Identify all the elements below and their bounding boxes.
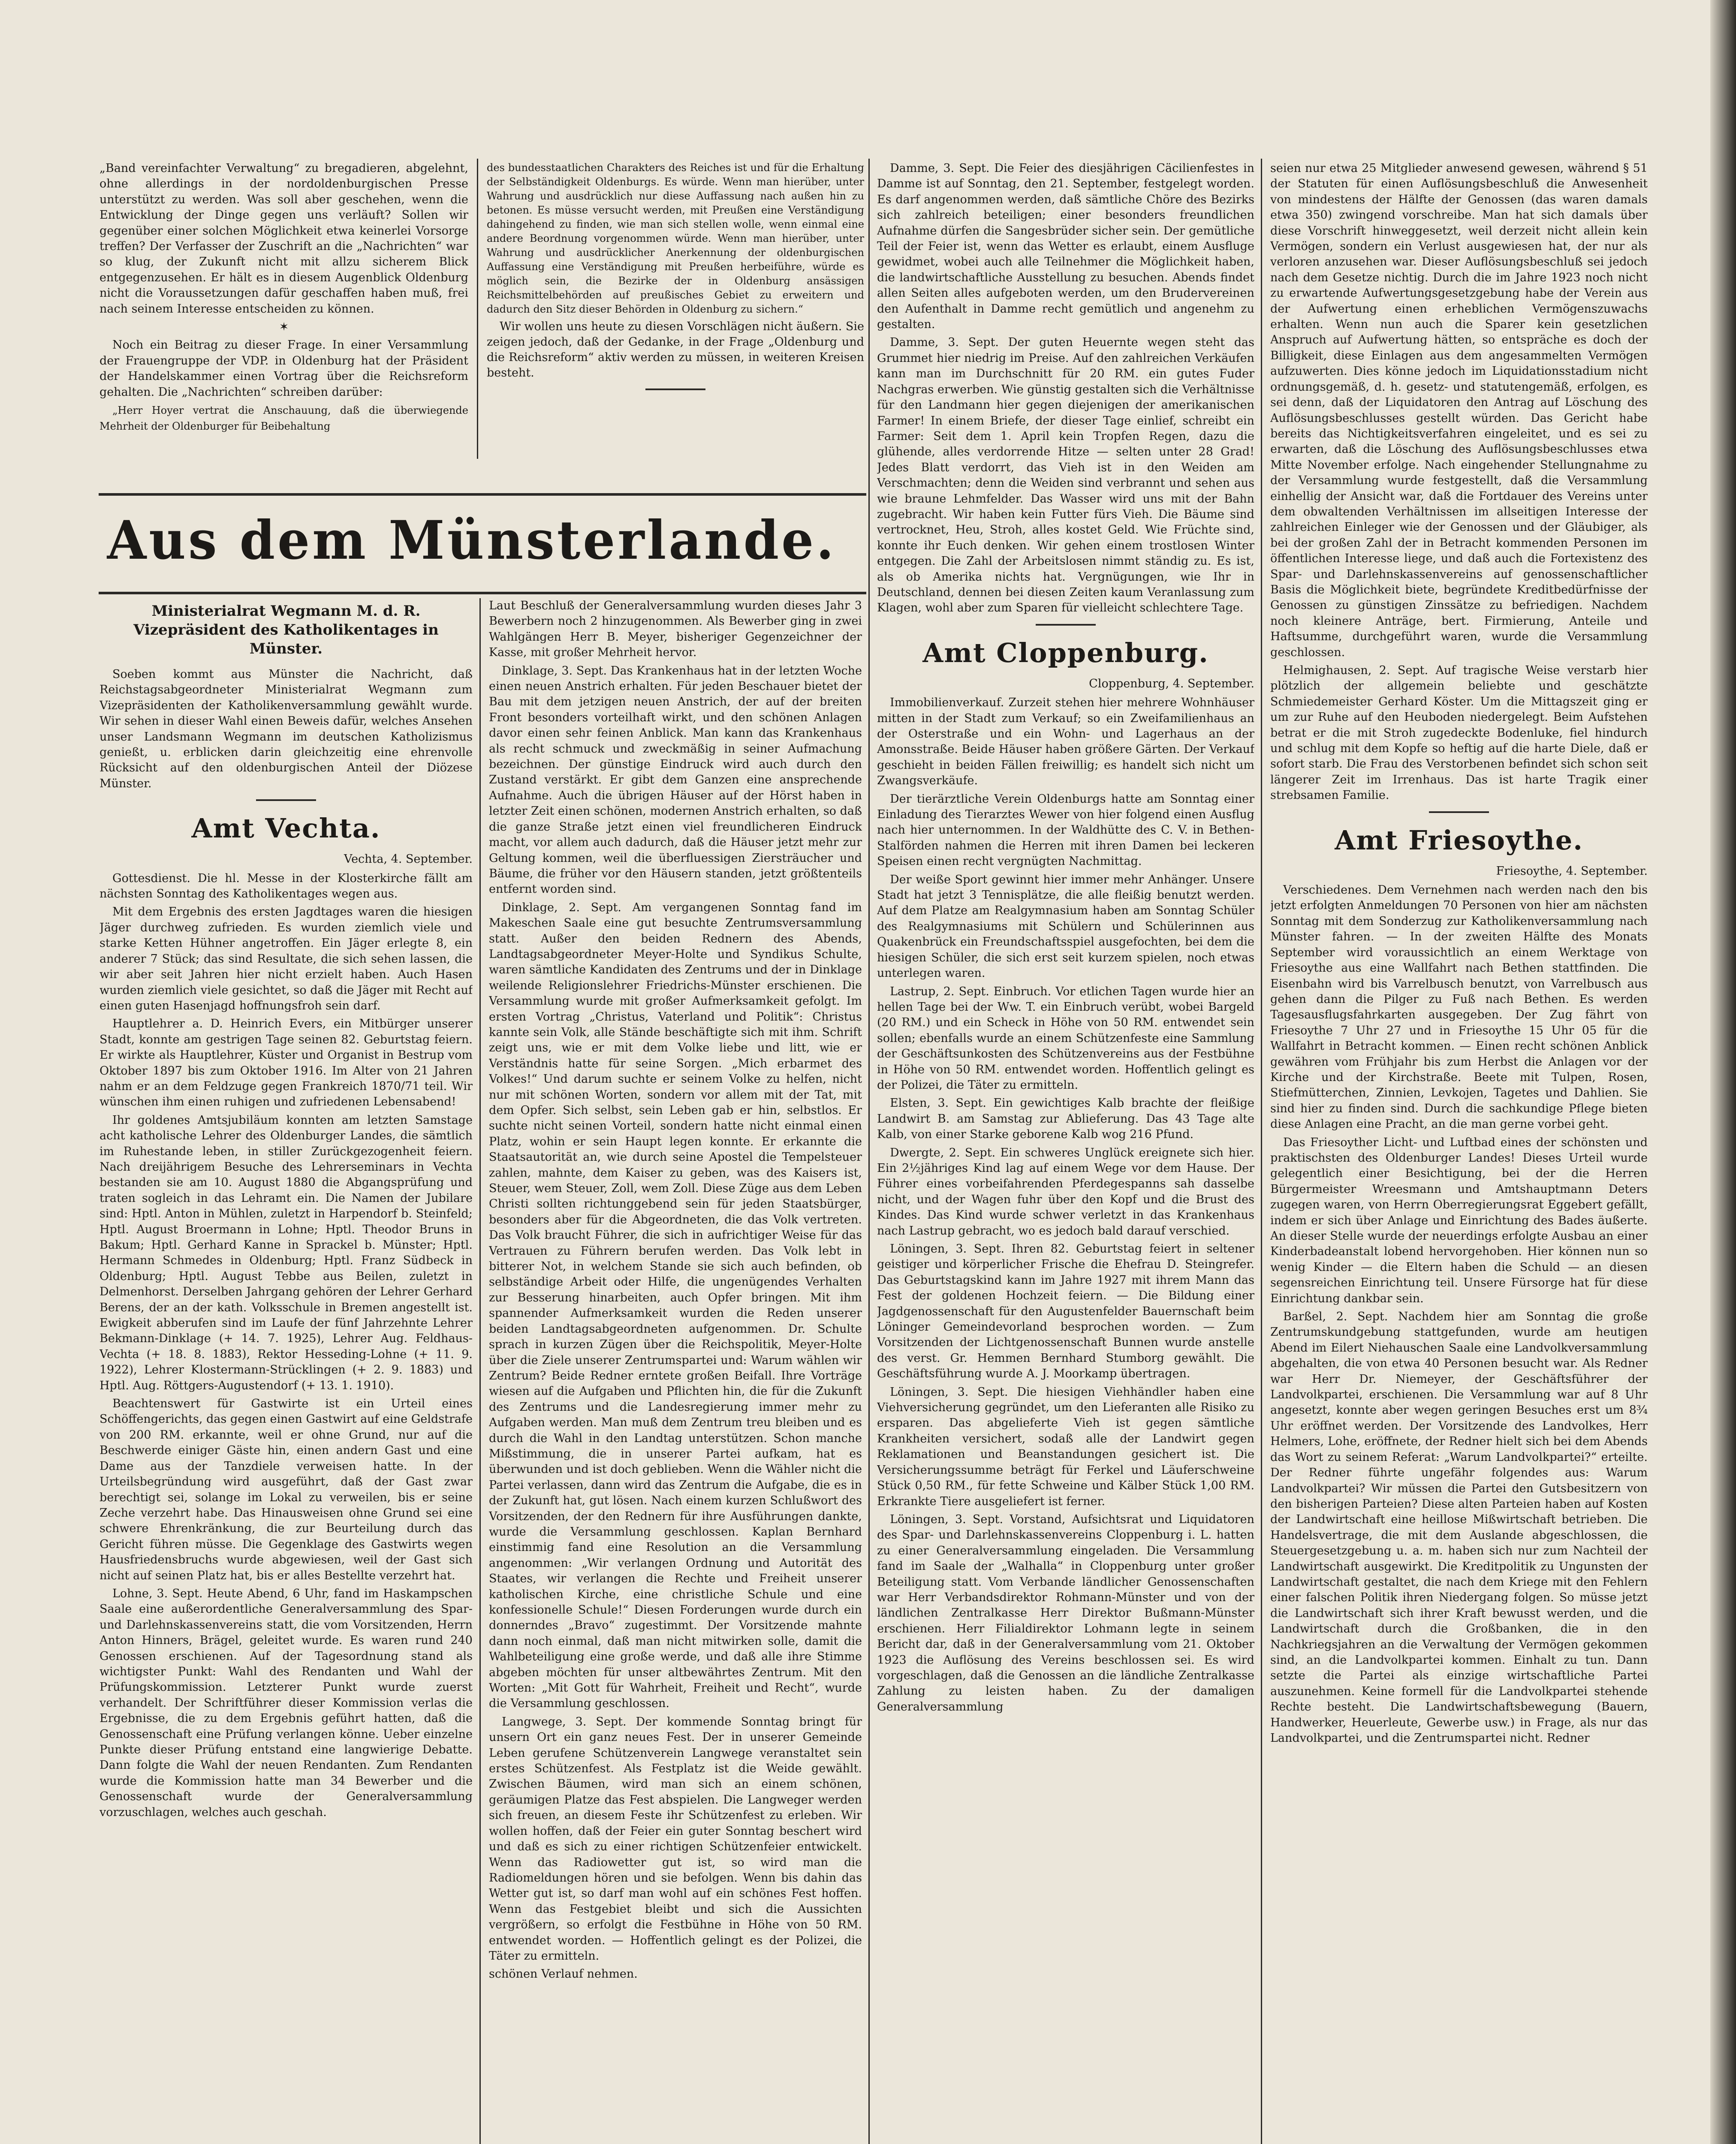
paragraph: Löningen, 3. Sept. Vorstand, Aufsichtsrat und Liquidatoren des Spar- und Darlehnskassenvereins Cloppenburg i. L. hatten zu einer Generalversammlung eingeladen. Die Versammlung fand im Saale der „Walhalla“ in Cloppenburg unter großer Beteiligung statt. Vom Verbande ländlicher Genossenschaften war Herr Verbandsdirektor Rohmann-Münster und von der ländlichen Zentralkasse Herr Direktor Bußmann-Münster erschienen. Herr Filialdirektor Lohmann legte in seinem Bericht dar, daß in der Generalversammlung vom 21. Oktober 1923 die Auflösung des Vereins beschlossen sei. Es wird vorgeschlagen, daß die Genossen an die ländliche Zentralkasse Zahlung zu leisten haben. Zu der damaligen Generalversammlung bbox=[877, 1512, 1254, 1713]
column-3 bbox=[877, 161, 1254, 2144]
district-heading: Amt Vechta. bbox=[191, 813, 381, 844]
section-rule bbox=[1429, 811, 1489, 813]
column-2 bbox=[489, 598, 862, 2144]
section-masthead: Aus dem Münsterlande. bbox=[107, 509, 837, 572]
top-left-column bbox=[99, 161, 468, 444]
paragraph: seien nur etwa 25 Mitglieder anwesend gewesen, während § 51 der Statuten für einen Auflösungsbeschluß die Anwesenheit von mindestens der Hälfte der Genossen (das waren damals etwa 350) zwingend vorschreibe. Man hat sich damals über diese Vorschrift hinweggesetzt, weil derzeit nicht allein kein Vermögen, sondern ein Verlust ausgewiesen hat, der nur als verloren anzusehen war. Dieser Auflösungsbeschluß sei jedoch nach dem Gesetze nichtig. Durch die im Jahre 1923 noch nicht zu erwartende Aufwertungsgesetzgebung habe der Verein aus der Aufwertung einen erheblichen Vermögenszuwachs erhalten. Wenn nun auch die Sparer kein gesetzlichen Anspruch auf Aufwertung hätten, so entspräche es doch der Billigkeit, diese Einlagen aus dem angesammelten Vermögen aufzuwerten. Dies könne jedoch im Liquidationsstadium nicht ordnungsgemäß, d. h. gesetz- und statutengemäß, erfolgen, es sei denn, daß der Liquidatoren den Antrag auf Löschung des Auflösungsbeschlusses gestellt würden. Das Gericht habe bereits das Nichtigkeitsverfahren eingeleitet, und es sei zu erwarten, daß die Löschung des Auflösungsbeschlusses etwa Mitte November erfolge. Nach eingehender Stellungnahme zu der Versammlung wurde festgestellt, daß die Versammlung einhellig der Ansicht war, daß die Fortdauer des Vereins unter dem obwaltenden Verhältnissen im allseitigen Interesse der zahlreichen Einleger wie der Genossen und der Gläubiger, als bei der großen Zahl der in Betracht kommenden Personen im öffentlichen Interesse liege, und daß auch die Fortexistenz des Spar- und Darlehnskassenvereins auf genossenschaftlicher Basis die Möglichkeit biete, begründete Kreditbedürfnisse der Genossen zu günstigen Zinssätze zu befriedigen. Nachdem noch kleinere Anträge, bert. Firmierung, Anteile und Haftsumme, durchgeführt waren, wurde die Versammlung geschlossen. bbox=[1270, 162, 1648, 659]
paragraph: Damme, 3. Sept. Der guten Heuernte wegen steht das Grummet hier niedrig im Preise. Auf den zahlreichen Verkäufen kann man im Durchschnitt für 20 RM. ein gutes Fuder Nachgras erwerben. Wie günstig gestalten sich die Verhältnisse für den Landmann hier gegen diejenigen der amerikanischen Farmer! In einem Briefe, der dieser Tage einlief, schreibt ein Farmer: Seit dem 1. April kein Tropfen Regen, dazu die glühende, alles verdorrende Hitze — selten unter 28 Grad! Jedes Blatt verdorrt, das Vieh ist in den Weiden am Verschmachten; denn die Weiden sind verbrannt und sehen aus wie braune Lehmfelder. Das Wasser wird uns mit der Bahn zugebracht. Wir haben kein Futter fürs Vieh. Die Bäume sind vertrocknet, Heu, Stroh, alles kostet Geld. Wie Früchte sind, konnte ihr Euch denken. Wir gehen einem trostlosen Winter entgegen. Die Zahl der Arbeitslosen nimmt ständig zu. Es ist, als ob Amerika nichts hat. Vergnügungen, wie Ihr in Deutschland, dennen bei diesen Zeiten kaum Veranlassung zum Klagen, wohl aber zum Sparen für vielleicht schlechtere Tage. bbox=[877, 336, 1254, 615]
paragraph: Löningen, 3. Sept. Die hiesigen Viehhändler haben eine Viehversicherung gegründet, um den Lieferanten alle Risiko zu ersparen. Das abgelieferte Vieh ist gegen sämtliche Krankheiten versichert, sodaß alle der Landwirt gegen Reklamationen und Beanstandungen gesichert ist. Die Versicherungssumme beträgt für Ferkel und Läuferschweine Stück 0,50 RM., für fette Schweine und Kälber Stück 1,00 RM. Erkrankte Tiere ausgeliefert ist ferner. bbox=[877, 1385, 1254, 1508]
district-heading: Amt Friesoythe. bbox=[1335, 824, 1583, 856]
paragraph: Lastrup, 2. Sept. Einbruch. Vor etlichen Tagen wurde hier an hellen Tage bei der Ww. T. ein Einbruch verübt, wobei Bargeld (20 RM.) und ein Scheck in Höhe von 50 RM. entwendet sein sollen; ebenfalls wurde an einem Schützenfeste eine Sammlung der Geschäftsunkosten des Schützenvereins aus der Festbühne in Höhe von 50 RM. entwendet worden. Hoffentlich gelingt es der Polizei, die Täter zu ermitteln. bbox=[877, 985, 1254, 1092]
masthead-bottom-rule bbox=[99, 592, 866, 594]
column-rule bbox=[477, 159, 478, 459]
masthead-top-rule bbox=[99, 493, 866, 496]
headline: Ministerialrat Wegmann M. d. R. Vizepräsident des Katholikentages in Münster. bbox=[133, 602, 439, 657]
paragraph: Mit dem Ergebnis des ersten Jagdtages waren die hiesigen Jäger durchweg zufrieden. Es wurden ziemlich viele und starke Ketten Hühner angetroffen. Ein Jäger erlegte 8, ein anderer 7 Stück; das sind Resultate, die sich sehen lassen, die wir aber seit Jahren hier nicht erzielt haben. Auch Hasen wurden ziemlich viele gesichtet, so daß die Jäger mit Recht auf einen guten Hasenjagd hoffnungsfroh sein darf. bbox=[99, 905, 473, 1012]
column-4 bbox=[1270, 161, 1648, 2144]
paragraph: Barßel, 2. Sept. Nachdem hier am Sonntag die große Zentrumskundgebung stattgefunden, wurde am heutigen Abend im Eilert Niehauschen Saale eine Landvolkversammlung abgehalten, die von etwa 40 Personen besucht war. Als Redner war Herr Dr. Niemeyer, der Geschäftsführer der Landvolkpartei, erschienen. Die Versammlung war auf 8 Uhr angesetzt, konnte aber wegen geringen Besuches erst um 8¾ Uhr eröffnet werden. Der Vorsitzende des Landvolkes, Herr Helmers, Lohe, eröffnete, der Redner hielt sich bei dem Abends das Wort zu seinem Referat: „Warum Landvolkpartei?“ erteilte. Der Redner führte ungefähr folgendes aus: Warum Landvolkpartei? Wir müssen die Partei den Gutsbesitzern von den bisherigen Parteien? Diese alten Parteien haben auf Kosten der Landwirtschaft eine heillose Mißwirtschaft betrieben. Die Handelsvertrage, die mit dem Auslande abgeschlossen, die Steuergesetzgebung u. a. m. haben sich nur zum Nachteil der Landwirtschaft ausgewirkt. Die Kreditpolitik zu Ungunsten der Landwirtschaft gestaltet, die nach dem Kriege mit den Fehlern einer falschen Politik ihren Niedergang folgen. So müsse jetzt die Landwirtschaft sich ihrer Kraft bewusst werden, und die Landwirtschaft durch die Großbanken, die in den Nachkriegsjahren an die Verwaltung der Vermögen gekommen sind, an die Landvolkpartei kommen. Einhalt zu tun. Dann setzte die Partei als einzige wirtschaftliche Partei auszunehmen. Keine formell für die Landvolkpartei stehende Rechte besteht. Die Landwirtschaftsbewegung (Bauern, Handwerker, Heuerleute, Gewerbe usw.) in Frage, als nur das Landvolkpartei, und die Zentrumspartei nicht. Redner bbox=[1270, 1310, 1648, 1745]
paragraph: Hauptlehrer a. D. Heinrich Evers, ein Mitbürger unserer Stadt, konnte am gestrigen Tage seinen 82. Geburtstag feiern. Er wirkte als Hauptlehrer, Küster und Organist in Bestrup vom Oktober 1897 bis zum Oktober 1916. Im Alter von 21 Jahren nahm er an dem Feldzuge gegen Frankreich 1870/71 teil. Wir wünschen ihm einen ruhigen und zufriedenen Lebensabend! bbox=[99, 1017, 473, 1109]
dateline: Cloppenburg, 4. September. bbox=[1089, 677, 1254, 690]
paragraph: Damme, 3. Sept. Die Feier des diesjährigen Cäcilienfestes in Damme ist auf Sonntag, den 21. September, festgelegt worden. Es darf angenommen werden, daß sämtliche Chöre des Bezirks sich zahlreich beteiligen; einer besonders freundlichen Aufnahme dürfen die Sangesbrüder sicher sein. Der gemütliche Teil der Feier ist, wenn das Wetter es erlaubt, einem Ausfluge gewidmet, wobei auch alle Teilnehmer die Möglichkeit haben, die landwirtschaftliche Ausstellung zu besuchen. Abends findet allen Seiten alles aufgeboten werden, um den Brudervereinen den Aufenthalt in Damme recht gemütlich und angenehm zu gestalten. bbox=[877, 162, 1254, 331]
paragraph: Dinklage, 3. Sept. Das Krankenhaus hat in der letzten Woche einen neuen Anstrich erhalten. Für jeden Beschauer bietet der Bau mit dem jetzigen neuen Anstrich, der auf der breiten Front besonders vorteilhaft wirkt, und den schönen Anlagen davor einen sehr feinen Anblick. Man kann das Krankenhaus als recht schmuck und zweckmäßig in seiner Aufmachung bezeichnen. Der günstige Eindruck wird auch durch den Zustand verstärkt. Er gibt dem Ganzen eine ansprechende Aufnahme. Auch die übrigen Häuser auf der Hörst haben in letzter Zeit einen schönen, modernen Anstrich erhalten, so daß die ganze Straße jetzt einen viel freundlicheren Eindruck macht, vor allem auch dadurch, daß die Häuser jetzt mehr zur Geltung kommen, weil die überfluessigen Ziersträucher und Bäume, die früher vor den Häusern standen, jetzt größtenteils entfernt worden sind. bbox=[489, 664, 862, 896]
paragraph: Der tierärztliche Verein Oldenburgs hatte am Sonntag einer Einladung des Tierarztes Wewer von hier folgend einen Ausflug nach hier unternommen. In der Waldhütte des C. V. in Bethen-Stalförden nahmen die Herren mit ihren Damen bei leckeren Speisen einen recht vergnügten Nachmittag. bbox=[877, 792, 1254, 868]
paragraph: Noch ein Beitrag zu dieser Frage. In einer Versammlung der Frauengruppe der VDP. in Oldenburg hat der Präsident der Handelskammer einen Vortrag über die Reichsreform gehalten. Die „Nachrichten“ schreiben darüber: bbox=[99, 338, 468, 399]
paragraph: „Herr Hoyer vertrat die Anschauung, daß die überwiegende Mehrheit der Oldenburger für Beibehaltung bbox=[99, 404, 468, 432]
paragraph: Der weiße Sport gewinnt hier immer mehr Anhänger. Unsere Stadt hat jetzt 3 Tennisplätze, die alle fleißig benutzt werden. Auf dem Platze am Realgymnasium haben am Sonntag Schüler des Realgymnasiums mit Schülern und Schülerinnen aus Quakenbrück ein Freundschaftsspiel ausgefochten, bei dem die hiesigen Schüler, die sich erst seit kurzem spielen, noch etwas unterlegen waren. bbox=[877, 873, 1254, 980]
paragraph: Löningen, 3. Sept. Ihren 82. Geburtstag feiert in seltener geistiger und körperlicher Frische die Ehefrau D. Steingrefer. Das Geburtstagskind kann im Jahre 1927 mit ihrem Mann das Fest der goldenen Hochzeit feiern. — Die Bildung einer Jagdgenossenschaft für den Augustenfelder Bauernschaft beim Löninger Gemeindevorland besprochen worden. — Zum Vorsitzenden der Lichtgenossenschaft Bunnen wurde anstelle des verst. Gr. Hemmen Bernhard Stumborg gewählt. Die Geschäftsführung wurde A. J. Moorkamp übertragen. bbox=[877, 1242, 1254, 1381]
paragraph: Immobilienverkauf. Zurzeit stehen hier mehrere Wohnhäuser mitten in der Stadt zum Verkauf; so ein Zweifamilienhaus an der Osterstraße und ein Wohn- und Lagerhaus an der Amonsstraße. Beide Häuser haben größere Gärten. Der Verkauf geschieht in beiden Fällen freiwillig; es handelt sich nicht um Zwangsverkäufe. bbox=[877, 696, 1254, 788]
top-middle-column bbox=[487, 161, 864, 470]
paragraph: Lohne, 3. Sept. Heute Abend, 6 Uhr, fand im Haskampschen Saale eine außerordentliche Generalversammlung des Spar- und Darlehnskassenvereins statt, die vom Vorsitzenden, Herrn Anton Hinners, Brägel, geleitet wurde. Es waren rund 240 Genossen erschienen. Auf der Tagesordnung stand als wichtigster Punkt: Wahl des Rendanten und Wahl der Prüfungskommission. Letzterer Punkt wurde zuerst verhandelt. Der Schriftführer dieser Kommission verlas die Ergebnisse, die zu dem Ergebnis geführt hatten, daß die Genossenschaft eine Prüfung verlangen könne. Ueber einzelne Punkte dieser Prüfung entstand eine langwierige Debatte. Dann folgte die Wahl der neuen Rendanten. Zum Rendanten wurde die Kommission hatte man 34 Bewerber und die Genossenschaft wurde der Generalversammlung vorzuschlagen, welches auch geschah. bbox=[99, 1587, 473, 1819]
section-rule bbox=[1036, 624, 1096, 626]
paragraph: Das Friesoyther Licht- und Luftbad eines der schönsten und praktischsten des Oldenburger Landes! Dieses Urteil wurde gelegentlich einer Besichtigung, bei der die Herren Bürgermeister Wreesmann und Amtshauptmann Deters zugegen waren, von Herrn Oberregierungsrat Eggebert gefällt, indem er sich über Anlage und Einrichtung des Bades äußerte. An dieser Stelle wurde der neuerdings erfolgte Ausbau an einer Kinderbadeanstalt lobend hervorgehoben. Hier können nun so wenig Kinder — die Eltern haben die Schuld — an diesen segensreichen Einrichtung teil. Unsere Fürsorge hat für diese Einrichtung dankbar sein. bbox=[1270, 1135, 1648, 1305]
section-rule bbox=[256, 799, 316, 801]
paragraph: Elsten, 3. Sept. Ein gewichtiges Kalb brachte der fleißige Landwirt B. am Samstag zur Ablieferung. Das 43 Tage alte Kalb, von einer Starke geborene Kalb wog 216 Pfund. bbox=[877, 1096, 1254, 1141]
paragraph: Wir wollen uns heute zu diesen Vorschlägen nicht äußern. Sie zeigen jedoch, daß der Gedanke, in der Frage „Oldenburg und die Reichsreform“ aktiv werden zu müssen, in weiteren Kreisen besteht. bbox=[487, 320, 864, 379]
dateline: Vechta, 4. September. bbox=[344, 852, 473, 866]
paragraph: Verschiedenes. Dem Vernehmen nach werden nach den bis jetzt erfolgten Anmeldungen 70 Personen von hier am nächsten Sonntag mit dem Sonderzug zur Katholikenversammlung nach Münster fahren. — In der zweiten Hälfte des Monats September wird voraussichtlich an einem Werktage von Friesoythe aus eine Wallfahrt nach Bethen stattfinden. Die Eisenbahn wird bis Varrelbusch benutzt, von Varrelbusch aus gehen dann die Pilger zu Fuß nach Bethen. Es werden Tagesausflugsfahrkarten ausgegeben. Der Zug fährt von Friesoythe 7 Uhr 27 und in Friesoythe 15 Uhr 05 für die Wallfahrt in Betracht kommen. — Einen recht schönen Anblick gewähren vom Frühjahr bis zum Herbst die Anlagen vor der Kirche und der Kirchstraße. Beete mit Tulpen, Rosen, Stiefmütterchen, Zinnien, Levkojen, Tagetes und Dahlien. Sie sind hier zu finden sind. Durch die sachkundige Pflege bieten diese Anlagen eine Pracht, an die man gerne vorbei geht. bbox=[1270, 883, 1648, 1131]
paragraph: des bundesstaatlichen Charakters des Reiches ist und für die Erhaltung der Selbständigkeit Oldenburgs. Es würde. Wenn man hierüber, unter Wahrung und ausdrücklich nur diese Auffassung nach außen hin zu betonen. Es müsse versucht werden, mit Preußen eine Verständigung dahingehend zu finden, wie man sich stellen wolle, wenn einmal eine andere Beordnung vorgenommen würde. Wenn man hierüber, unter Wahrung und ausdrücklicher Anerkennung der oldenburgischen Auffassung eine Verständigung mit Preußen herbeiführe, würde es möglich sein, die Bezirke der in Oldenburg ansässigen Reichsmittelbehörden auf preußisches Gebiet zu erweitern und dadurch den Sitz dieser Behörden in Oldenburg zu sichern.“ bbox=[487, 162, 864, 315]
ornament-divider: ✶ bbox=[279, 320, 289, 334]
page-edge-shadow bbox=[1710, 0, 1736, 2144]
paragraph: Ihr goldenes Amtsjubiläum konnten am letzten Samstage acht katholische Lehrer des Oldenburger Landes, die sämtlich im Ruhestande leben, in stiller Zurückgezogenheit feiern. Nach dreijährigem Besuche des Lehrerseminars in Vechta bestanden sie am 10. August 1880 die Abgangsprüfung und traten sogleich in das Lehramt ein. Die Namen der Jubilare sind: Hptl. Anton in Mühlen, zuletzt in Harpendorf b. Steinfeld; Hptl. August Broermann in Lohne; Hptl. Theodor Bruns in Bakum; Hptl. Gerhard Kanne in Sprackel b. Münster; Hptl. Hermann Schmedes in Oldenburg; Hptl. Franz Südbeck in Oldenburg; Hptl. August Tebbe aus Beilen, zuletzt in Delmenhorst. Derselben Jahrgang gehören der Lehrer Gerhard Berens, der an der kath. Volksschule in Bremen angestellt ist. Ewigkeit abberufen sind im Laufe der fünf Jahrzehnte Lehrer Bekmann-Dinklage (+ 14. 7. 1925), Lehrer Aug. Feldhaus-Vechta (+ 18. 8. 1883), Rektor Hesseding-Lohne (+ 11. 9. 1922), Lehrer Klostermann-Strücklingen (+ 2. 9. 1883) und Hptl. Aug. Röttgers-Augustendorf (+ 13. 1. 1910). bbox=[99, 1113, 473, 1392]
paragraph: Gottesdienst. Die hl. Messe in der Klosterkirche fällt am nächsten Sonntag des Katholikentages wegen aus. bbox=[99, 871, 473, 901]
column-rule bbox=[868, 159, 870, 2144]
paragraph: Helmighausen, 2. Sept. Auf tragische Weise verstarb hier plötzlich der allgemein beliebte und geschätzte Schmiedemeister Gerhard Köster. Um die Mittagszeit ging er um zur Ruhe auf den Heuboden niedergelegt. Beim Aufstehen betrat er die mit Stroh zugedeckte Bodenluke, fiel hindurch und schlug mit dem Kopfe so heftig auf die harte Diele, daß er sofort starb. Die Frau des Verstorbenen befindet sich schon seit längerer Zeit im Irrenhaus. Das ist harte Tragik einer strebsamen Familie. bbox=[1270, 664, 1648, 802]
section-rule bbox=[645, 388, 705, 390]
paragraph: schönen Verlauf nehmen. bbox=[489, 1967, 638, 1981]
paragraph: Dinklage, 2. Sept. Am vergangenen Sonntag fand im Makeschen Saale eine gut besuchte Zentrumsversammlung statt. Außer den beiden Rednern des Abends, Landtagsabgeordneter Meyer-Holte und Syndikus Schulte, waren sämtliche Kandidaten des Zentrums und der in Dinklage weilende Religionslehrer Friedrichs-Münster erschienen. Die Versammlung wurde mit großer Aufmerksamkeit gefolgt. Im ersten Vortrag „Christus, Vaterland und Politik“: Christus kannte sein Volk, alle Stände beschäftigte sich mit ihm. Schrift zeigt uns, wie er mit dem Volke liebe und litt, wie er Verständnis hatte für seine Sorgen. „Mich erbarmet des Volkes!“ Und darum suchte er seinem Volke zu helfen, nicht nur mit schönen Worten, sondern vor allem mit der Tat, mit dem Opfer. Sich selbst, sein Leben gab er hin, selbstlos. Er suchte nicht seinen Vorteil, sondern hatte nicht einmal einen Platz, wohin er sein Haupt legen konnte. Er erkannte die Staatsautorität an, wie durch seine Apostel die Tempelsteuer zahlen, mahnte, dem Kaiser zu geben, was des Kaisers ist, Steuer, wem Steuer, Zoll, wem Zoll. Diese Züge aus dem Leben Christi sollten richtunggebend sein für jeden Staatsbürger, besonders aber für die Abgeordneten, die das Volk vertreten. Das Volk braucht Führer, die sich in aufrichtiger Weise für das Vertrauen zu Führern berufen werden. Das Volk lebt in bitterer Not, in welchem Stande sie sich auch befinden, ob selbständige Arbeit oder Hilfe, die ungenügendes Verhalten zur Besserung hinarbeiten, auch Opfer bringen. Mit ihm spannender Aufmerksamkeit wurden die Reden unserer beiden Landtagsabgeordneten aufgenommen. Dr. Schulte sprach in kurzen Zügen über die Reichspolitik, Meyer-Holte über die Ziele unserer Zentrumspartei und: Warum wählen wir Zentrum? Beide Redner erntete großen Beifall. Ihre Vorträge wiesen auf die Aufgaben und Pflichten hin, die für die Zukunft des Zentrums und die Landesregierung immer mehr zu Aufgaben werden. Man muß dem Zentrum treu bleiben und es durch die Wahl in den Landtag unterstützen. Schon manche Mißstimmung, die in unserer Partei aufkam, hat es überwunden und ist doch geblieben. Wenn die Wähler nicht die Partei verlassen, dann wird das Zentrum die Aufgabe, die es in der Zukunft hat, gut lösen. Nach einem kurzen Schlußwort des Vorsitzenden, der den Rednern für ihre Ausführungen dankte, wurde die Versammlung geschlossen. Kaplan Bernhard einstimmig fand eine Resolution an die Versammlung angenommen: „Wir verlangen Ordnung und Autorität des Staates, wir verlangen die Rechte und Freiheit unserer katholischen Kirche, eine christliche Schule und eine konfessionelle Schule!“ Diesen Forderungen wurde durch ein donnerndes „Bravo“ zugestimmt. Der Vorsitzende mahnte dann noch einmal, daß man nicht mitwirken solle, damit die Wahlbeteiligung eine große werde, und daß alle ihre Stimme abgeben möchten für unser altbewährtes Zentrum. Mit den Worten: „Mit Gott für Wahrheit, Freiheit und Recht“, wurde die Versammlung geschlossen. bbox=[489, 900, 862, 1710]
column-rule bbox=[1261, 159, 1262, 2144]
paragraph: „Band vereinfachter Verwaltung“ zu bregadieren, abgelehnt, ohne allerdings in der nordoldenburgischen Presse unterstützt zu werden. Was soll aber geschehen, wenn die Entwicklung der Dinge gegen uns verläuft? Sollen wir gegenüber einer solchen Möglichkeit etwa keinerlei Vorsorge treffen? Der Verfasser der Zuschrift an die „Nachrichten“ war so klug, der Zukunft nicht mit allzu sicherem Blick entgegenzusehen. Er hält es in diesem Augenblick Oldenburg nicht die Voraussetzungen dafür geschaffen haben muß, frei nach seinem Interesse entscheiden zu können. bbox=[99, 162, 468, 316]
paragraph: Dwergte, 2. Sept. Ein schweres Unglück ereignete sich hier. Ein 2½jähriges Kind lag auf einem Wege vor dem Hause. Der Führer eines vorbeifahrenden Pferdegespanns sah dasselbe nicht, und der Wagen fuhr über den Kopf und die Brust des Kindes. Das Kind wurde schwer verletzt in das Krankenhaus nach Lastrup gebracht, wo es jedoch bald darauf verschied. bbox=[877, 1146, 1254, 1238]
column-rule bbox=[479, 598, 481, 2144]
dateline: Friesoythe, 4. September. bbox=[1496, 864, 1648, 878]
paragraph: Langwege, 3. Sept. Der kommende Sonntag bringt für unsern Ort ein ganz neues Fest. Der in unserer Gemeinde Leben gerufene Schützenverein Langwege veranstaltet sein erstes Schützenfest. Als Festplatz ist die Weide gewählt. Zwischen Bäumen, wird man sich an einem schönen, geräumigen Platze das Fest abspielen. Die Langweger werden sich freuen, an diesem Feste ihr Schützenfest zu erleben. Wir wollen hoffen, daß der Feier ein guter Sonntag beschert wird und daß es sich zu einer richtigen Schützenfeier entwickelt. Wenn das Radiowetter gut ist, so wird man die Radiomeldungen hören und sie befolgen. Wenn bis dahin das Wetter gut ist, so darf man wohl auf ein schönes Fest hoffen. Wenn das Festgebiet bleibt und sich die Aussichten vergrößern, so erfolgt die Festbühne in Höhe von 50 RM. entwendet worden. — Hoffentlich gelingt es der Polizei, die Täter zu ermitteln. bbox=[489, 1715, 862, 1963]
district-heading: Amt Cloppenburg. bbox=[922, 637, 1209, 668]
column-1 bbox=[99, 598, 473, 2144]
paragraph: Laut Beschluß der Generalversammlung wurden dieses Jahr 3 Bewerbern noch 2 hinzugenommen. Als Bewerber ging in zwei Wahlgängen Herr B. Meyer, bisheriger Gegenzeichner der Kasse, mit großer Mehrheit hervor. bbox=[489, 599, 862, 659]
paragraph: Beachtenswert für Gastwirte ist ein Urteil eines Schöffengerichts, das gegen einen Gastwirt auf eine Geldstrafe von 200 RM. erkannte, weil er ohne Grund, nur auf die Beschwerde einiger Gäste hin, einen andern Gast und eine Dame aus der Tanzdiele verweisen hatte. In der Urteilsbegründung wird ausgeführt, daß der Gast zwar berechtigt sei, solange im Lokal zu verweilen, bis er seine Zeche verzehrt habe. Das Hinausweisen ohne Grund sei eine schwere Ehrenkränkung, die zur Beurteilung durch das Gericht führen müsse. Die Gegenklage des Gastwirts wegen Hausfriedensbruchs wurde abgewiesen, weil der Gast sich nicht auf seinen Platz hat, bis er alles Bestellte verzehrt hat. bbox=[99, 1397, 473, 1582]
paragraph: Soeben kommt aus Münster die Nachricht, daß Reichstagsabgeordneter Ministerialrat Wegmann zum Vizepräsidenten der Katholikenversammlung gewählt wurde. Wir sehen in dieser Wahl einen Beweis dafür, welches Ansehen unser Landsmann Wegmann im deutschen Katholizismus genießt, u. erblicken darin gleichzeitig eine ehrenvolle Rücksicht auf den oldenburgischen Anteil der Diözese Münster. bbox=[99, 668, 473, 790]
